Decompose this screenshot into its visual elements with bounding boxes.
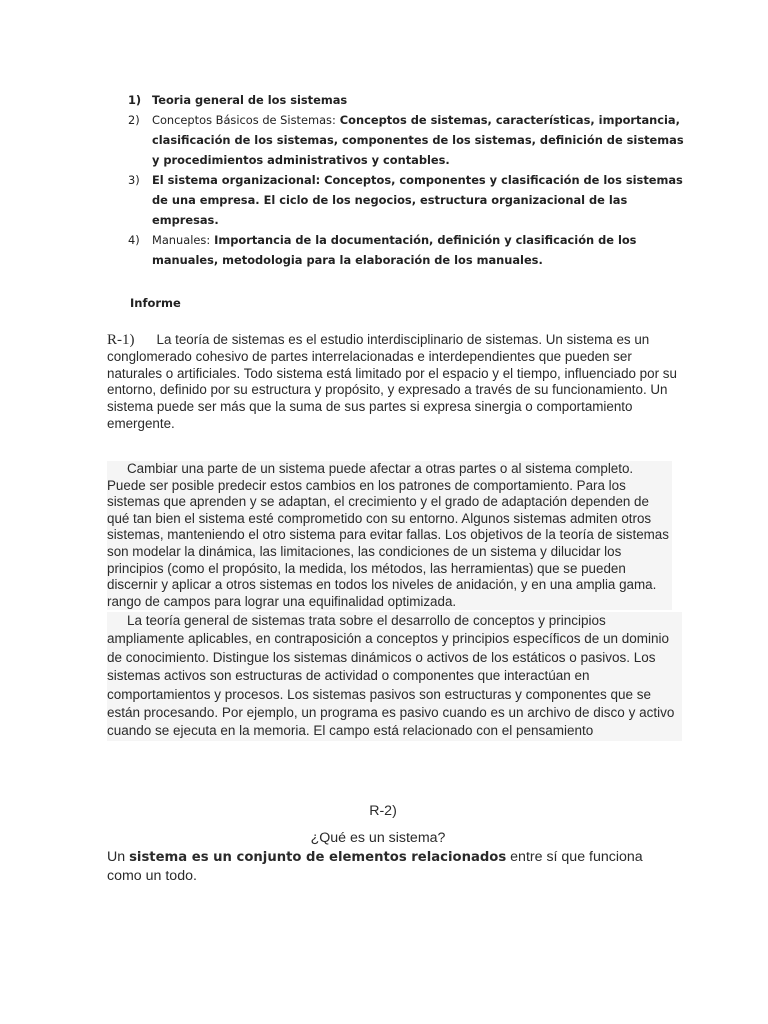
informe-heading: Informe xyxy=(130,296,181,310)
topic-text: Conceptos de sistemas, características, importancia, clasificación de los sistemas, componentes de los sistemas, definición de sistemas y procedimientos administrativos y contables. xyxy=(152,113,684,167)
r1-p1-text: La teoría de sistemas es el estudio interdisciplinario de sistemas. Un sistema es un conglomerado cohesivo de partes interrelacionadas e interdependientes que pueden ser naturales o artificiales. Todo sistema está limitado por el espacio y el tiempo, influenciado por su entorno, definido por su estructura y propósito, y expresado a través de su funcionamiento. Un sistema puede ser más que la suma de sus partes si expresa sinergia o comportamiento emergente. xyxy=(107,332,677,431)
r1-label: R-1) xyxy=(107,332,135,348)
topic-item xyxy=(128,230,688,270)
r1-p3-text: La teoría general de sistemas trata sobre el desarrollo de conceptos y principios ampliamente aplicables, en contraposición a conceptos y principios específicos de un dominio de conocimiento. Distingue los sistemas dinámicos o activos de los estáticos o pasivos. Los sistemas activos son estructuras de actividad o componentes que interactúan en comportamientos y procesos. Los sistemas pasivos son estructuras y componentes que se están procesando. Por ejemplo, un programa es pasivo cuando es un archivo de disco y activo cuando se ejecuta en la memoria. El campo está relacionado con el pensamiento xyxy=(107,613,675,739)
topic-number: 3) xyxy=(128,173,140,187)
topic-number: 2) xyxy=(128,113,140,127)
topic-text: Importancia de la documentación, definición y clasificación de los manuales, metodologia para la elaboración de los manuales. xyxy=(152,233,637,267)
topic-item xyxy=(128,110,688,170)
answer-pre: Un xyxy=(107,849,130,865)
topics-list xyxy=(128,90,688,270)
r1-p2-text: Cambiar una parte de un sistema puede afectar a otras partes o al sistema completo. Puede ser posible predecir estos cambios en los patrones de comportamiento. Para los sistemas que aprenden y se adaptan, el crecimiento y el grado de adaptación dependen de qué tan bien el sistema esté comprometido con su entorno. Algunos sistemas admiten otros sistemas, manteniendo el otro sistema para evitar fallas. Los objetivos de la teoría de sistemas son modelar la dinámica, las limitaciones, las condiciones de un sistema y dilucidar los principios (como el propósito, la medida, los métodos, las herramientas) que se pueden discernir y aplicar a otros sistemas en todos los niveles de anidación, y en una amplia gama. rango de campos para lograr una equifinalidad optimizada. xyxy=(107,461,669,609)
question-line xyxy=(0,830,768,846)
r1-paragraph-2 xyxy=(107,461,672,610)
topic-lead: Manuales: xyxy=(152,233,211,247)
topic-item xyxy=(128,90,688,110)
topic-number: 4) xyxy=(128,233,140,247)
r2-label: R-2) xyxy=(369,803,397,819)
r2-label-line xyxy=(0,803,768,819)
answer-paragraph xyxy=(107,848,667,885)
question-text: ¿Qué es un sistema? xyxy=(310,830,446,846)
r1-paragraph-1 xyxy=(107,332,682,433)
r1-paragraph-3 xyxy=(107,612,682,741)
topic-lead: Conceptos Básicos de Sistemas: xyxy=(152,113,336,127)
topic-item xyxy=(128,170,688,230)
topic-number: 1) xyxy=(128,93,142,107)
answer-post: entre sí que funciona como un todo. xyxy=(107,849,643,884)
topic-text: El sistema organizacional: Conceptos, componentes y clasificación de los sistemas de una empresa. El ciclo de los negocios, estructura organizacional de las empresas. xyxy=(152,173,683,227)
topic-text: Teoria general de los sistemas xyxy=(152,93,348,107)
answer-bold: sistema es un conjunto de elementos relacionados xyxy=(129,850,507,865)
